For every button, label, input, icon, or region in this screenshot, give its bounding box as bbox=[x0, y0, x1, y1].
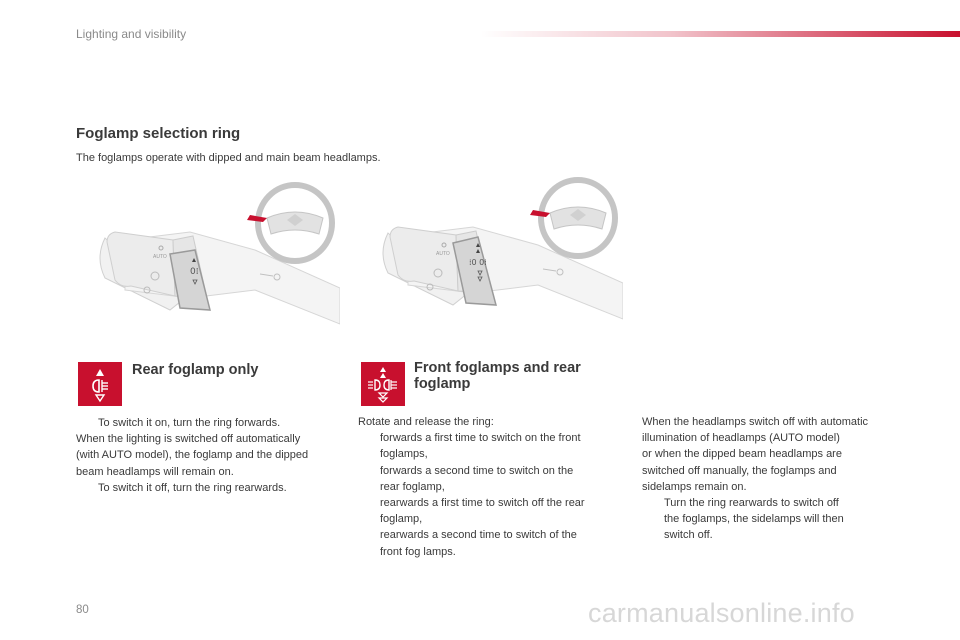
auto-illumination-text bbox=[642, 414, 922, 544]
rear-foglamp-icon bbox=[78, 362, 122, 406]
header-accent-bar bbox=[480, 31, 960, 37]
list-item: forwards a second time to switch on the rear foglamp, bbox=[380, 464, 574, 493]
watermark: carmanualsonline.info bbox=[588, 598, 855, 628]
front-foglamp-intro: Rotate and release the ring: bbox=[358, 416, 494, 428]
front-and-rear-foglamp-icon bbox=[361, 362, 405, 406]
front-foglamp-title: Front foglamps and rear foglamp bbox=[414, 360, 581, 392]
list-item: rearwards a first time to switch off the rear foglamp, bbox=[380, 497, 585, 526]
svg-text:0⁞: 0⁞ bbox=[190, 267, 199, 277]
header-section-title: Lighting and visibility bbox=[76, 27, 187, 41]
list-item: rearwards a second time to switch of the front fog lamps. bbox=[380, 529, 577, 558]
rear-foglamp-title: Rear foglamp only bbox=[132, 362, 259, 378]
intro-text: The foglamps operate with dipped and main beam headlamps. bbox=[76, 152, 381, 164]
front-foglamp-text bbox=[358, 414, 628, 560]
stalk-illustration-front-rear bbox=[378, 175, 623, 325]
stalk-auto-label: AUTO bbox=[153, 254, 167, 260]
list-item: To switch it on, turn the ring forwards. bbox=[98, 417, 281, 429]
auto-note-line: switched off manually, the foglamps and bbox=[642, 464, 837, 477]
auto-note-line: or when the dipped beam headlamps are bbox=[642, 448, 842, 461]
rear-foglamp-note-line: (with AUTO model), the foglamp and the dipped bbox=[76, 449, 309, 462]
page-number: 80 bbox=[76, 604, 89, 616]
list-item: forwards a first time to switch on the front foglamps, bbox=[380, 432, 581, 461]
section-title: Foglamp selection ring bbox=[76, 125, 241, 142]
rear-foglamp-note-line: beam headlamps will remain on. bbox=[76, 465, 234, 478]
stalk-illustration-rear bbox=[95, 180, 340, 330]
auto-note-line: When the headlamps switch off with automatic bbox=[642, 416, 869, 428]
svg-text:⁞0 0⁞: ⁞0 0⁞ bbox=[469, 258, 487, 267]
auto-note-line: sidelamps remain on. bbox=[642, 480, 747, 493]
rear-foglamp-text bbox=[76, 415, 346, 496]
list-item: To switch it off, turn the ring rearwards. bbox=[98, 481, 287, 494]
auto-note-line: illumination of headlamps (AUTO model) bbox=[642, 432, 840, 445]
stalk-auto-label: AUTO bbox=[436, 251, 450, 257]
rear-foglamp-note-line: When the lighting is switched off automatically bbox=[76, 433, 301, 446]
list-item: Turn the ring rearwards to switch off the foglamps, the sidelamps will then switch off. bbox=[664, 497, 844, 542]
